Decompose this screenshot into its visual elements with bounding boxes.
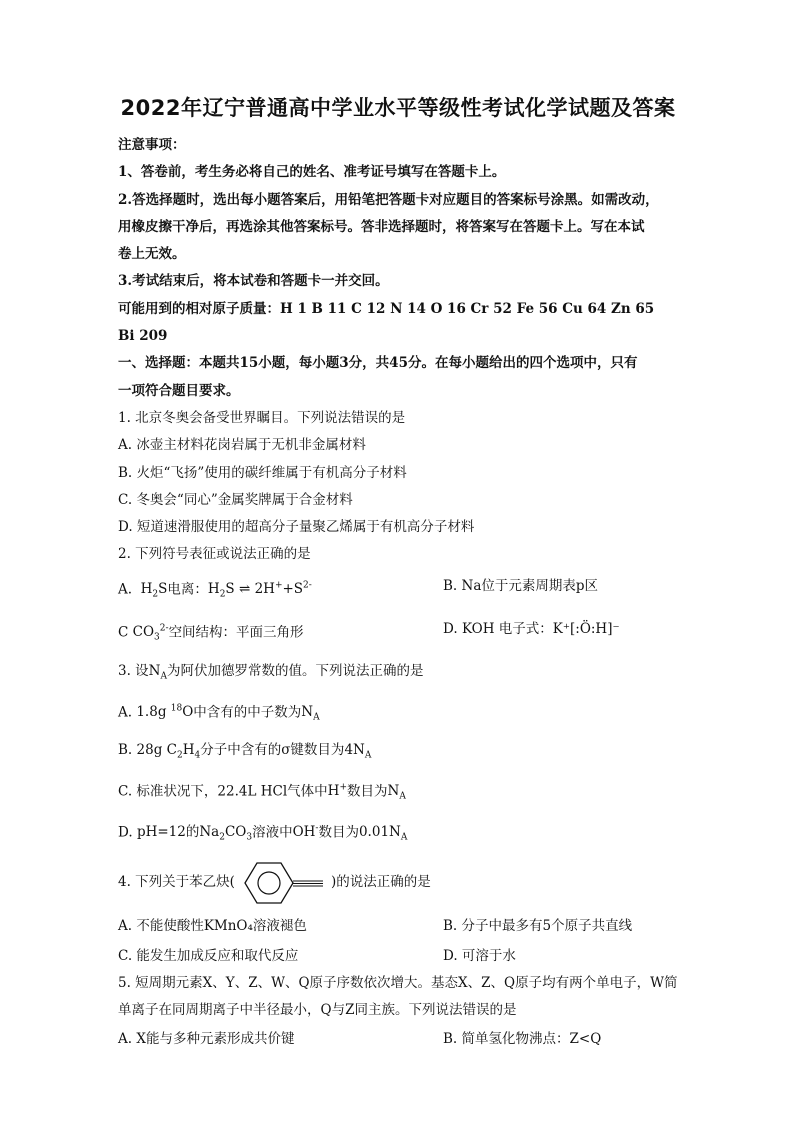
q5-stem: 5. 短周期元素X、Y、Z、W、Q原子序数依次增大。基态X、Z、Q原子均有两个单电子，W简 xyxy=(118,975,678,992)
atomic-masses: 可能用到的相对原子质量：H 1 B 11 C 12 N 14 O 16 Cr 52 Fe 56 Cu 64 Zn 65 xyxy=(118,300,655,317)
atomic-masses-cont: Bi 209 xyxy=(118,328,168,345)
notice-item-2a: 2.答选择题时，选出每小题答案后，用铅笔把答题卡对应题目的答案标号涂黑。如需改动， xyxy=(118,191,659,208)
page-title: 2022年辽宁普通高中学业水平等级性考试化学试题及答案 xyxy=(120,96,676,120)
notice-item-1: 1、答卷前，考生务必将自己的姓名、准考证号填写在答题卡上。 xyxy=(118,164,506,181)
q2-option-b: B. Na位于元素周期表p区 xyxy=(443,577,599,594)
q1-option-c: C. 冬奥会“同心”金属奖牌属于合金材料 xyxy=(118,491,353,508)
notice-item-2c: 卷上无效。 xyxy=(118,246,186,263)
q4-row-ab xyxy=(118,910,678,942)
q1-stem: 1. 北京冬奥会备受世界瞩目。下列说法错误的是 xyxy=(118,409,406,426)
q1-option-b: B. 火炬“飞扬”使用的碳纤维属于有机高分子材料 xyxy=(118,464,407,481)
q4-option-d: D. 可溶于水 xyxy=(443,948,516,965)
q3-option-b: B. 28g $C_2H_4$分子中含有的σ键数目为$4N_A$ xyxy=(118,742,372,761)
q3-stem: 3. 设$N_A$为阿伏加德罗常数的值。下列说法正确的是 xyxy=(118,663,424,682)
q2-option-a: A. $H_2S$电离：$H_2S$ ⇌ $2H^++S^{2-}$ xyxy=(118,580,312,600)
q5-option-b: B. 简单氢化物沸点：Z<Q xyxy=(443,1030,602,1047)
q4-row-cd xyxy=(118,942,678,970)
q3-option-c: C. 标准状况下，22.4L HCl气体中H+数目为$N_A$ xyxy=(118,782,406,802)
q1-option-d: D. 短道速滑服使用的超高分子量聚乙烯属于有机高分子材料 xyxy=(118,519,475,536)
q3-option-a: A. 1.8g $^{18}$O中含有的中子数为$N_A$ xyxy=(118,703,320,723)
q1-option-a: A. 冰壶主材料花岗岩属于无机非金属材料 xyxy=(118,437,366,454)
q2-stem: 2. 下列符号表征或说法正确的是 xyxy=(118,546,311,563)
q2-option-d: D. KOH 电子式：K⁺[:Ö:H]⁻ xyxy=(443,620,620,637)
q2-row-ab xyxy=(118,569,678,612)
section-heading-cont: 一项符合题目要求。 xyxy=(118,382,240,399)
q4-option-c: C. 能发生加成反应和取代反应 xyxy=(118,948,299,965)
q2-d-text: KOH 电子式：K⁺[:Ö:H]⁻ xyxy=(461,620,620,637)
q2-c-formula: $CO_3^{2-}$ xyxy=(132,623,169,644)
notice-item-3: 3.考试结束后，将本试卷和答题卡一并交回。 xyxy=(118,273,389,290)
q4-option-b: B. 分子中最多有5个原子共直线 xyxy=(443,918,633,935)
phenylacetylene-structure-icon xyxy=(237,859,329,907)
q2-a-equation: $H_2S$ ⇌ $2H^++S^{2-}$ xyxy=(207,580,312,600)
section-heading: 一、选择题：本题共15小题，每小题3分，共45分。在每小题给出的四个选项中，只有 xyxy=(118,355,638,372)
q2-option-c: C $CO_3^{2-}$空间结构：平面三角形 xyxy=(118,623,304,644)
notice-heading: 注意事项： xyxy=(118,137,186,153)
q5-option-a: A. X能与多种元素形成共价键 xyxy=(118,1030,295,1047)
q3-option-d: D. pH=12的$Na_2CO_3$溶液中OH-数目为$0.01N_A$ xyxy=(118,823,408,844)
q5-row-ab xyxy=(118,1025,678,1053)
q2-row-cd xyxy=(118,612,678,655)
q5-stem-cont: 单离子在同周期离子中半径最小，Q与Z同主族。下列说法错误的是 xyxy=(118,1002,517,1019)
q2-a-formula: $H_2S$ xyxy=(136,581,168,600)
q4-stem: 4. 下列关于苯乙炔( )的说法正确的是 xyxy=(118,854,678,910)
notice-item-2b: 用橡皮擦干净后，再选涂其他答案标号。答非选择题时，将答案写在答题卡上。写在本试 xyxy=(118,218,645,235)
q4-option-a: A. 不能使酸性KMnO₄溶液褪色 xyxy=(118,918,307,935)
